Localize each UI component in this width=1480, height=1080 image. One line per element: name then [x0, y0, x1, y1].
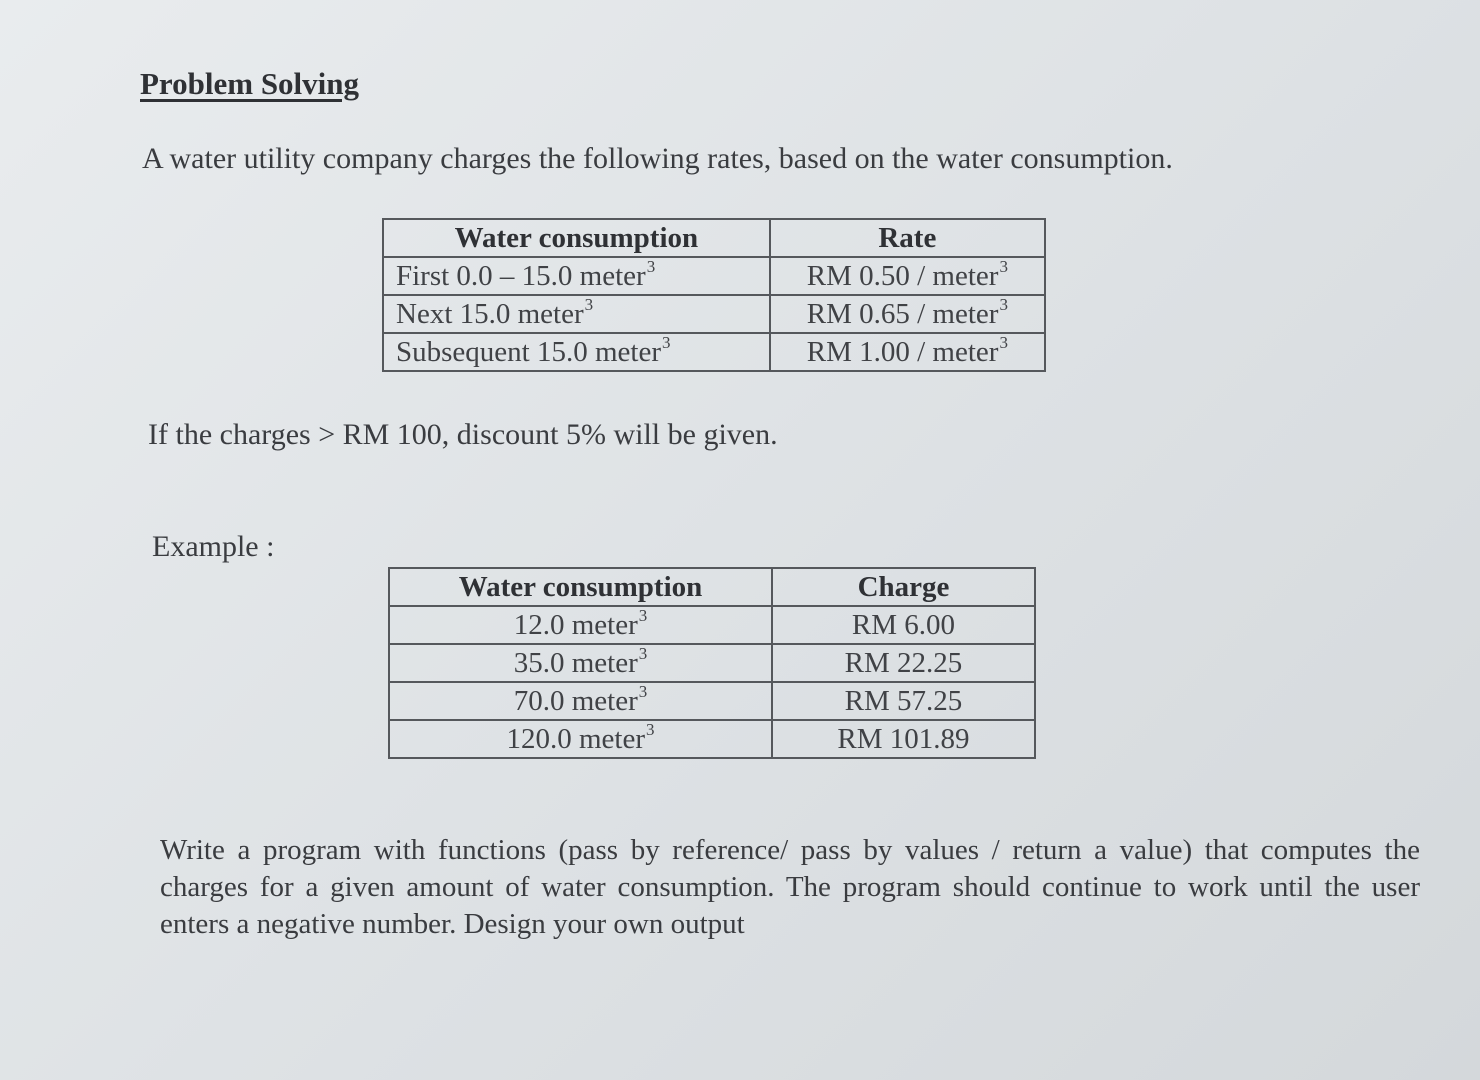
table-row	[383, 333, 1045, 371]
discount-note: If the charges > RM 100, discount 5% will be given.	[148, 418, 778, 451]
unit-exponent: 3	[645, 720, 655, 739]
unit-exponent: 3	[584, 295, 594, 314]
table-row	[389, 720, 1035, 758]
table-row	[389, 644, 1035, 682]
column-header: Water consumption	[389, 568, 772, 606]
table-cell	[389, 606, 772, 644]
table-cell	[389, 644, 772, 682]
intro-text: A water utility company charges the following rates, based on the water consumption.	[142, 142, 1173, 175]
table-cell: RM 6.00	[772, 606, 1035, 644]
table-cell	[770, 295, 1045, 333]
column-header: Rate	[770, 219, 1045, 257]
unit-exponent: 3	[999, 295, 1008, 314]
table-cell	[383, 257, 770, 295]
task-description: Write a program with functions (pass by reference/ pass by values / return a value) that computes the charges for a given amount of water consumption. The program should continue to work until the user enters a negative number. Design your own output	[160, 834, 1420, 940]
consumption-text: 35.0 meter	[513, 647, 638, 679]
table-header-row	[383, 219, 1045, 257]
rate-text: RM 1.00 / meter	[806, 336, 999, 368]
unit-exponent: 3	[661, 333, 671, 352]
rate-table	[382, 218, 1046, 372]
page-title: Problem Solving	[140, 66, 360, 101]
rate-text: RM 0.65 / meter	[806, 298, 999, 330]
column-header: Water consumption	[383, 219, 770, 257]
table-row	[383, 295, 1045, 333]
unit-exponent: 3	[638, 606, 648, 625]
consumption-text: First 0.0 – 15.0 meter	[396, 260, 646, 292]
table-row	[389, 682, 1035, 720]
consumption-text: Next 15.0 meter	[396, 298, 584, 330]
rate-text: RM 0.50 / meter	[806, 260, 999, 292]
table-cell	[770, 333, 1045, 371]
table-cell	[770, 257, 1045, 295]
column-header: Charge	[772, 568, 1035, 606]
table-cell: RM 57.25	[772, 682, 1035, 720]
table-cell	[389, 720, 772, 758]
table-cell	[383, 333, 770, 371]
table-cell	[389, 682, 772, 720]
unit-exponent: 3	[999, 257, 1008, 276]
example-label: Example :	[152, 530, 275, 563]
unit-exponent: 3	[638, 644, 648, 663]
unit-exponent: 3	[638, 682, 648, 701]
unit-exponent: 3	[999, 333, 1008, 352]
consumption-text: 12.0 meter	[513, 609, 638, 641]
consumption-text: Subsequent 15.0 meter	[396, 336, 661, 368]
consumption-text: 120.0 meter	[506, 723, 645, 755]
table-cell: RM 101.89	[772, 720, 1035, 758]
table-row	[389, 606, 1035, 644]
consumption-text: 70.0 meter	[513, 685, 638, 717]
table-cell: RM 22.25	[772, 644, 1035, 682]
table-header-row	[389, 568, 1035, 606]
table-row	[383, 257, 1045, 295]
example-table	[388, 567, 1036, 759]
unit-exponent: 3	[646, 257, 656, 276]
table-cell	[383, 295, 770, 333]
